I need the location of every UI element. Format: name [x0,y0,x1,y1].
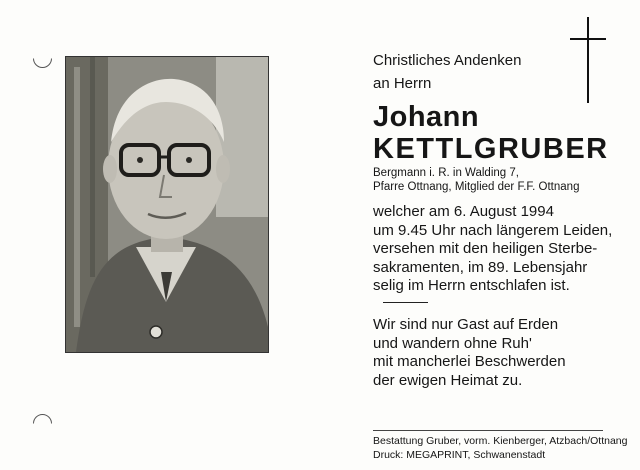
verse-line: der ewigen Heimat zu. [373,371,523,389]
death-text [373,203,612,296]
footer-funeral-home: Bestattung Gruber, vorm. Kienberger, Atzbach/Ottnang [373,435,628,447]
section-divider [383,302,428,303]
subtitle-line-2: Pfarre Ottnang, Mitglied der F.F. Ottnang [373,181,580,193]
death-text-line: selig im Herrn entschlafen ist. [373,277,570,294]
death-text-line: um 9.45 Uhr nach längerem Leiden, [373,221,613,239]
portrait-photo [65,56,269,353]
intro-line-1: Christliches Andenken [373,52,522,69]
verse-line: Wir sind nur Gast auf Erden [373,316,559,333]
death-text-line: welcher am 6. August 1994 [373,203,554,220]
death-text-line: versehen mit den heiligen Sterbe- [373,240,598,257]
footer-rule [373,430,603,431]
footer-printer: Druck: MEGAPRINT, Schwanenstadt [373,449,546,461]
verse-line: mit mancherlei Beschwerden [373,353,566,370]
punch-hole-top [33,49,52,68]
death-text-line: sakramenten, im 89. Lebensjahr [373,258,588,276]
cross-icon [568,17,608,103]
verse [373,316,566,390]
verse-line: und wandern ohne Ruh' [373,334,532,352]
intro-line-2: an Herrn [373,75,432,92]
last-name: KETTLGRUBER [373,133,609,165]
punch-hole-bottom [33,414,52,433]
subtitle-line-1: Bergmann i. R. in Walding 7, [373,167,519,179]
portrait-illustration [66,57,268,352]
first-name: Johann [373,101,480,133]
